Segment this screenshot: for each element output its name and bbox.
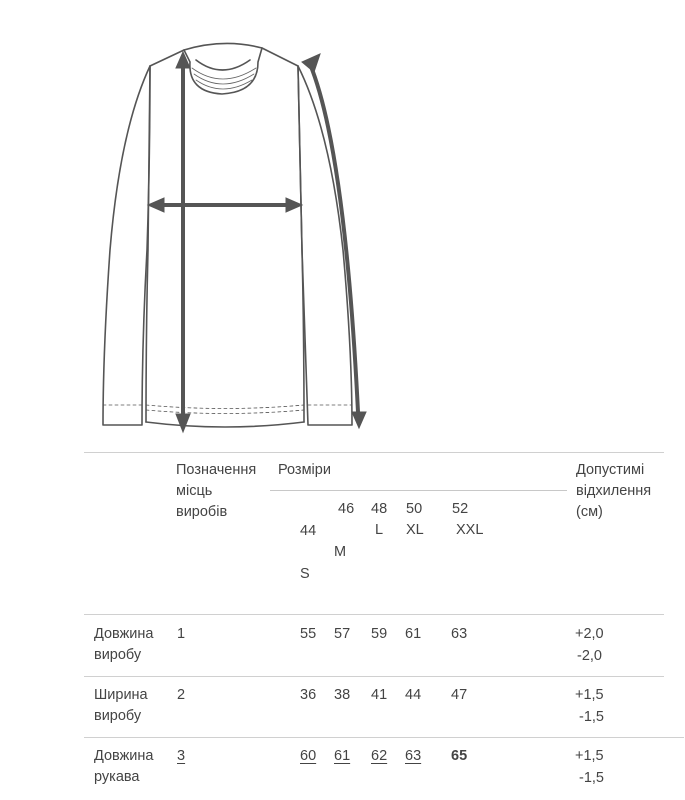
cell-46: 38 [334, 687, 351, 703]
size-50-num: 50 [406, 501, 423, 517]
sizes-underline [270, 490, 567, 491]
row-mark: 3 [177, 748, 186, 764]
size-48-letter: L [375, 522, 384, 538]
row-rule [84, 676, 664, 677]
cell-48: 59 [371, 626, 388, 642]
table-top-rule [84, 452, 664, 453]
row-mark: 2 [177, 687, 186, 703]
header-designation: Позначення місць виробів [176, 462, 257, 520]
hem [146, 422, 304, 427]
tolerance-plus: +2,0 [575, 626, 604, 642]
tolerance-plus: +1,5 [575, 748, 604, 764]
size-52-letter: XXL [456, 522, 484, 538]
row-mark: 1 [177, 626, 186, 642]
right-shoulder [262, 48, 298, 66]
header-bottom-rule [84, 614, 664, 615]
cell-44: 60 [300, 748, 317, 764]
cell-50: 63 [405, 748, 422, 764]
cell-44: 55 [300, 626, 317, 642]
cell-50: 61 [405, 626, 422, 642]
cell-52: 63 [451, 626, 468, 642]
cell-46: 57 [334, 626, 351, 642]
tolerance-minus: -1,5 [579, 709, 604, 725]
size-46-num: 46 [338, 501, 355, 517]
size-48-num: 48 [371, 501, 388, 517]
size-50-letter: XL [406, 522, 424, 538]
cell-44: 36 [300, 687, 317, 703]
size-44-letter: S [300, 566, 310, 582]
row-name: Довжина виробу [94, 626, 154, 663]
size-52-num: 52 [452, 501, 469, 517]
cell-50: 44 [405, 687, 422, 703]
header-tolerance: Допустимі відхилення (см) [576, 462, 652, 520]
row-name: Ширина виробу [94, 687, 148, 724]
row-name: Довжина рукава [94, 748, 154, 785]
cell-48: 62 [371, 748, 388, 764]
size-44-num: 44 [300, 523, 317, 539]
row-rule [84, 737, 684, 738]
size-46-letter: M [334, 544, 347, 560]
cell-52: 47 [451, 687, 468, 703]
cell-46: 61 [334, 748, 351, 764]
tolerance-minus: -1,5 [579, 770, 604, 786]
collar-inner [196, 60, 250, 70]
cell-52: 65 [451, 748, 468, 764]
header-sizes: Розміри [278, 462, 331, 478]
body-right-side [298, 66, 304, 422]
tolerance-minus: -2,0 [577, 648, 602, 664]
tolerance-plus: +1,5 [575, 687, 604, 703]
left-sleeve [103, 66, 150, 425]
collar [184, 43, 262, 94]
cell-48: 41 [371, 687, 388, 703]
